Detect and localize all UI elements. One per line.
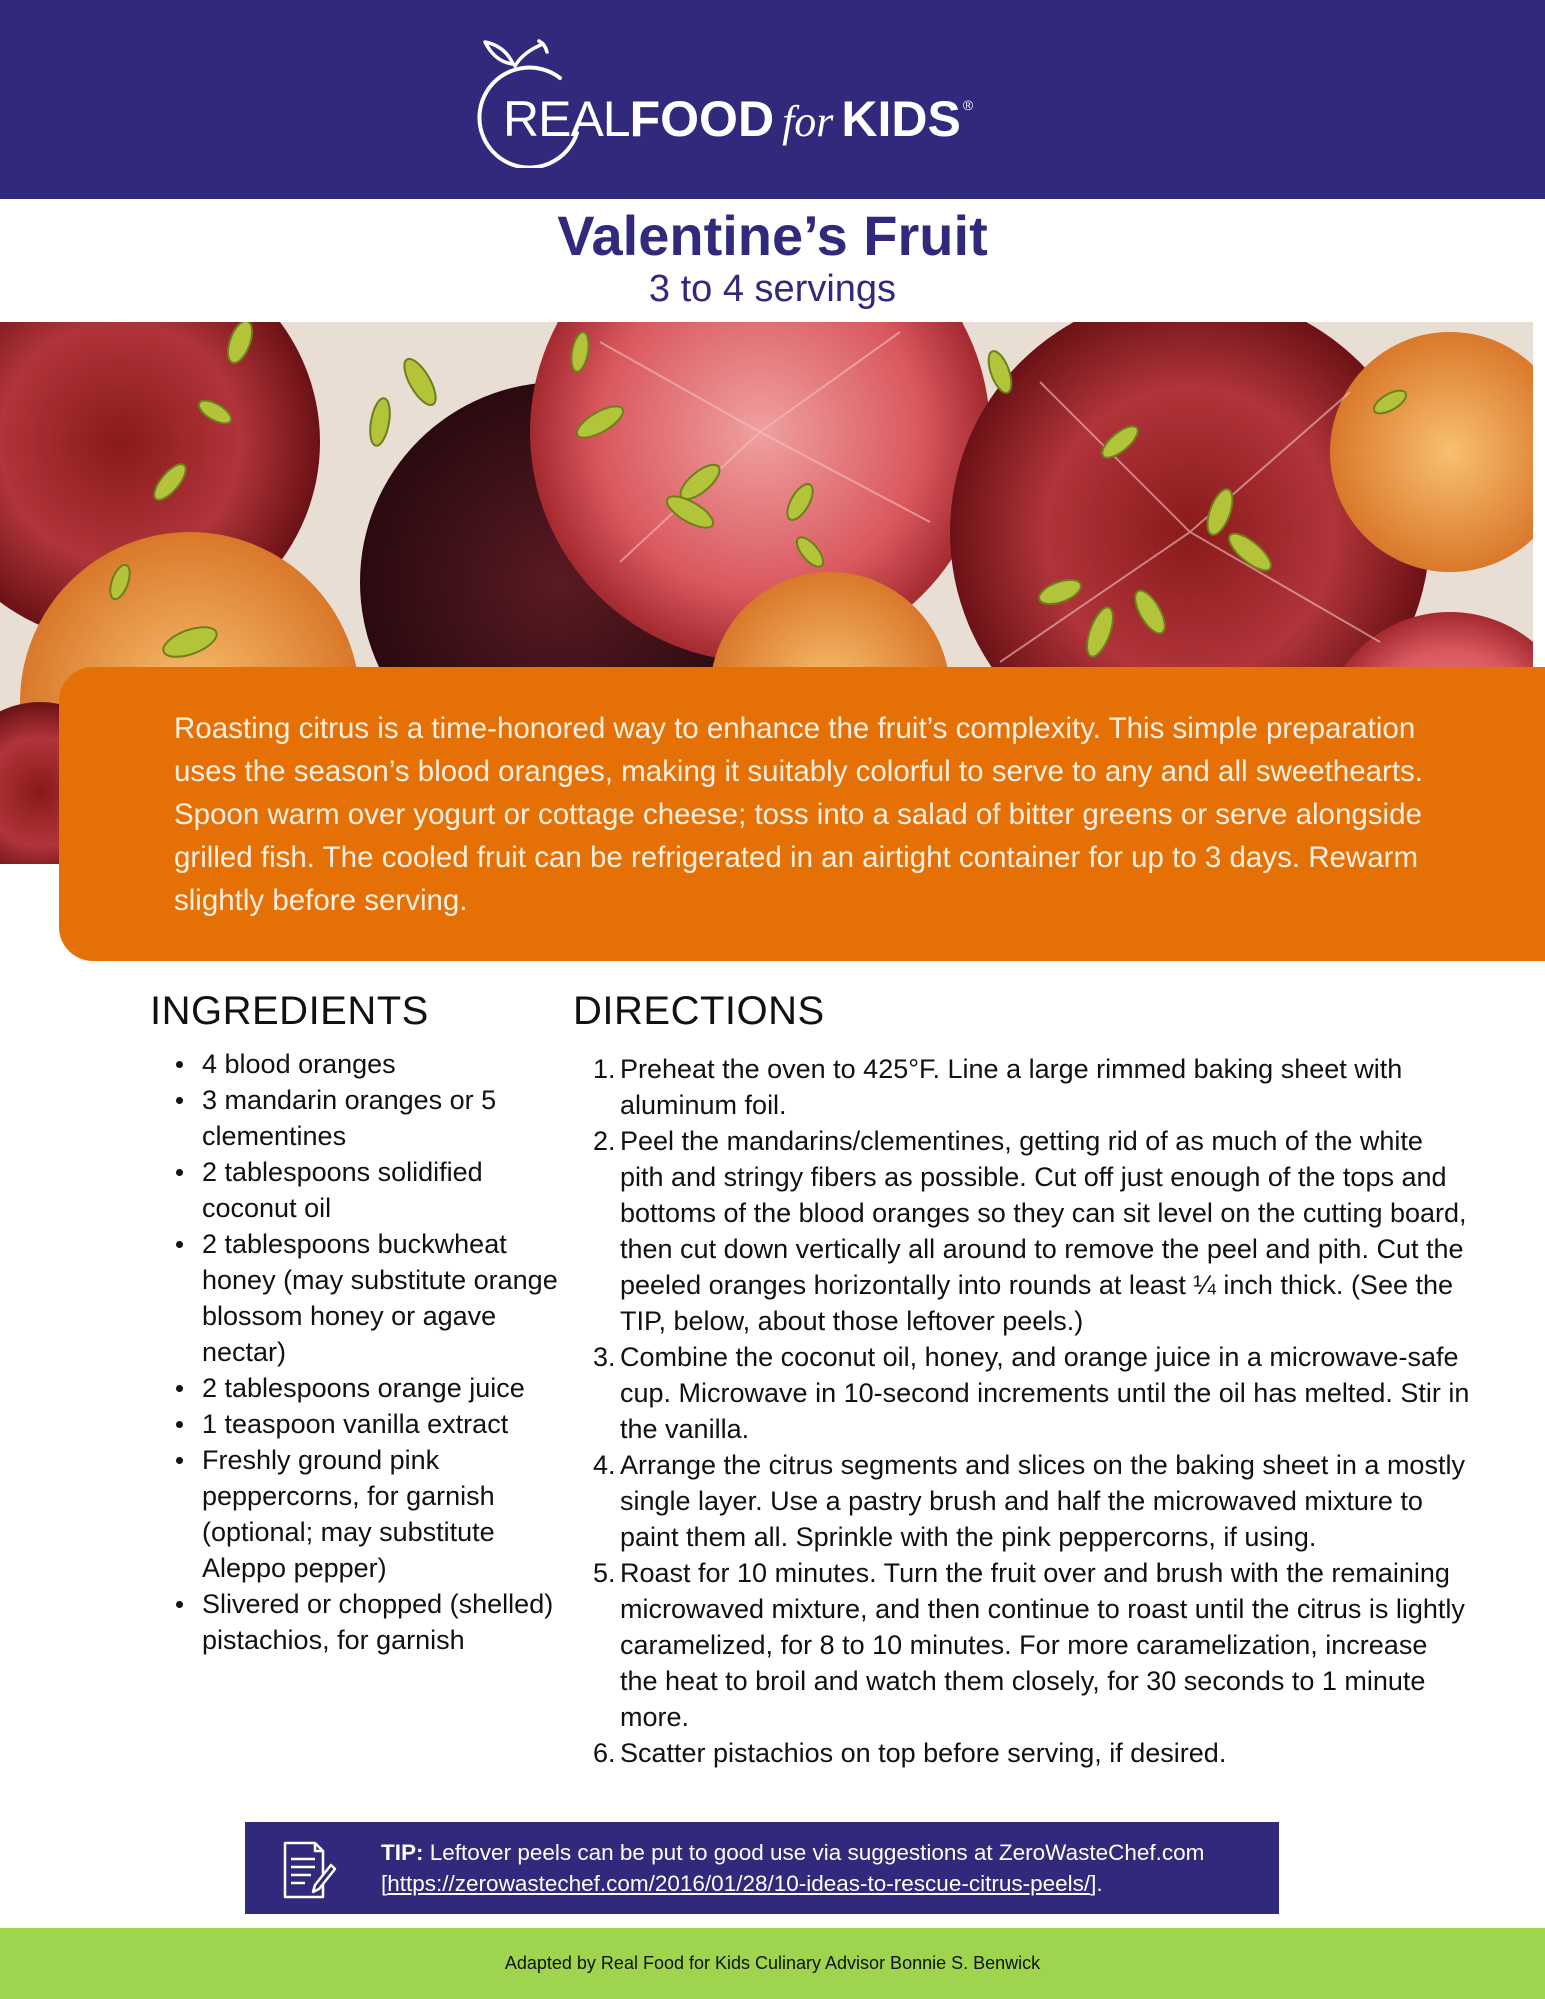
logo-real: REAL bbox=[503, 91, 630, 147]
ingredient-item: Freshly ground pink peppercorns, for garnish (optional; may substitute Aleppo pepper) bbox=[202, 1442, 582, 1586]
ingredient-item: Slivered or chopped (shelled) pistachios, for garnish bbox=[202, 1586, 582, 1658]
notepad-pencil-icon bbox=[275, 1839, 337, 1901]
brand-logo bbox=[465, 38, 1065, 168]
direction-step bbox=[590, 1447, 1470, 1555]
directions-heading: DIRECTIONS bbox=[573, 989, 825, 1033]
tip-box bbox=[245, 1822, 1279, 1914]
step-number: 1. bbox=[593, 1054, 616, 1084]
intro-panel bbox=[59, 667, 1545, 961]
ingredient-item: 2 tablespoons buckwheat honey (may substitute orange blossom honey or agave nectar) bbox=[202, 1226, 582, 1370]
step-text: Peel the mandarins/clementines, getting rid of as much of the white pith and stringy fibers as possible. Cut off just enough of the tops and bottoms of the blood oranges so they can sit level on the cutting board, then cut down vertically all around to remove the peel and pith. Cut the peeled oranges horizontally into rounds at least ¼ inch thick. (See the TIP, below, about those leftover peels.) bbox=[620, 1126, 1467, 1336]
recipe-servings: 3 to 4 servings bbox=[648, 268, 897, 310]
zerowastechef-link[interactable]: https://zerowastechef.com/2016/01/28/10-ideas-to-rescue-citrus-peels/ bbox=[387, 1871, 1091, 1896]
logo-wordmark bbox=[503, 91, 974, 147]
ingredients-list bbox=[150, 1046, 582, 1658]
step-text: Preheat the oven to 425°F. Line a large rimmed baking sheet with aluminum foil. bbox=[620, 1054, 1403, 1120]
logo-food: FOOD bbox=[629, 91, 775, 147]
direction-step bbox=[590, 1555, 1470, 1735]
direction-step bbox=[590, 1123, 1470, 1339]
ingredient-item: 1 teaspoon vanilla extract bbox=[202, 1406, 582, 1442]
direction-step bbox=[590, 1735, 1470, 1771]
tip-body: Leftover peels can be put to good use via suggestions at ZeroWasteChef.com bbox=[429, 1840, 1205, 1865]
tip-link-close: ]. bbox=[1090, 1871, 1103, 1896]
tip-label: TIP: bbox=[381, 1840, 424, 1865]
step-text: Combine the coconut oil, honey, and orange juice in a microwave-safe cup. Microwave in 10-second increments until the oil has melted. Stir in the vanilla. bbox=[620, 1342, 1470, 1444]
step-number: 3. bbox=[593, 1342, 616, 1372]
intro-text: Roasting citrus is a time-honored way to enhance the fruit’s complexity. This simple preparation uses the season’s blood oranges, making it suitably colorful to serve to any and all sweethearts. Spoon warm over yogurt or cottage cheese; toss into a salad of bitter greens or serve alongside grilled fish. The cooled fruit can be refrigerated in an airtight container for up to 3 days. Rewarm slightly before serving. bbox=[174, 712, 1423, 917]
step-number: 4. bbox=[593, 1450, 616, 1480]
directions-list bbox=[590, 1051, 1470, 1771]
registered-mark: ® bbox=[962, 97, 974, 113]
recipe-title: Valentine’s Fruit bbox=[557, 204, 988, 267]
step-number: 6. bbox=[593, 1738, 616, 1768]
footer-credit: Adapted by Real Food for Kids Culinary Advisor Bonnie S. Benwick bbox=[504, 1953, 1041, 1973]
footer-band bbox=[0, 1928, 1545, 1999]
header-banner bbox=[0, 0, 1545, 199]
step-text: Arrange the citrus segments and slices on the baking sheet in a mostly single layer. Use a pastry brush and half the microwaved mixture to paint them all. Sprinkle with the pink peppercorns, if using. bbox=[620, 1450, 1465, 1552]
direction-step bbox=[590, 1339, 1470, 1447]
tip-text bbox=[381, 1837, 1261, 1899]
ingredients-heading: INGREDIENTS bbox=[150, 989, 429, 1033]
step-text: Roast for 10 minutes. Turn the fruit over and brush with the remaining microwaved mixture, and then continue to roast until the citrus is lightly caramelized, for 8 to 10 minutes. For more caramelization, increase the heat to broil and watch them closely, for 30 seconds to 1 minute more. bbox=[620, 1558, 1465, 1732]
ingredient-item: 3 mandarin oranges or 5 clementines bbox=[202, 1082, 582, 1154]
direction-step bbox=[590, 1051, 1470, 1123]
step-text: Scatter pistachios on top before serving, if desired. bbox=[620, 1738, 1227, 1768]
ingredient-item: 2 tablespoons solidified coconut oil bbox=[202, 1154, 582, 1226]
ingredient-item: 4 blood oranges bbox=[202, 1046, 582, 1082]
tip-link-open: [ bbox=[381, 1871, 388, 1896]
logo-kids: KIDS bbox=[841, 91, 961, 147]
ingredient-item: 2 tablespoons orange juice bbox=[202, 1370, 582, 1406]
step-number: 5. bbox=[593, 1558, 616, 1588]
step-number: 2. bbox=[593, 1126, 616, 1156]
logo-for: for bbox=[782, 97, 834, 146]
